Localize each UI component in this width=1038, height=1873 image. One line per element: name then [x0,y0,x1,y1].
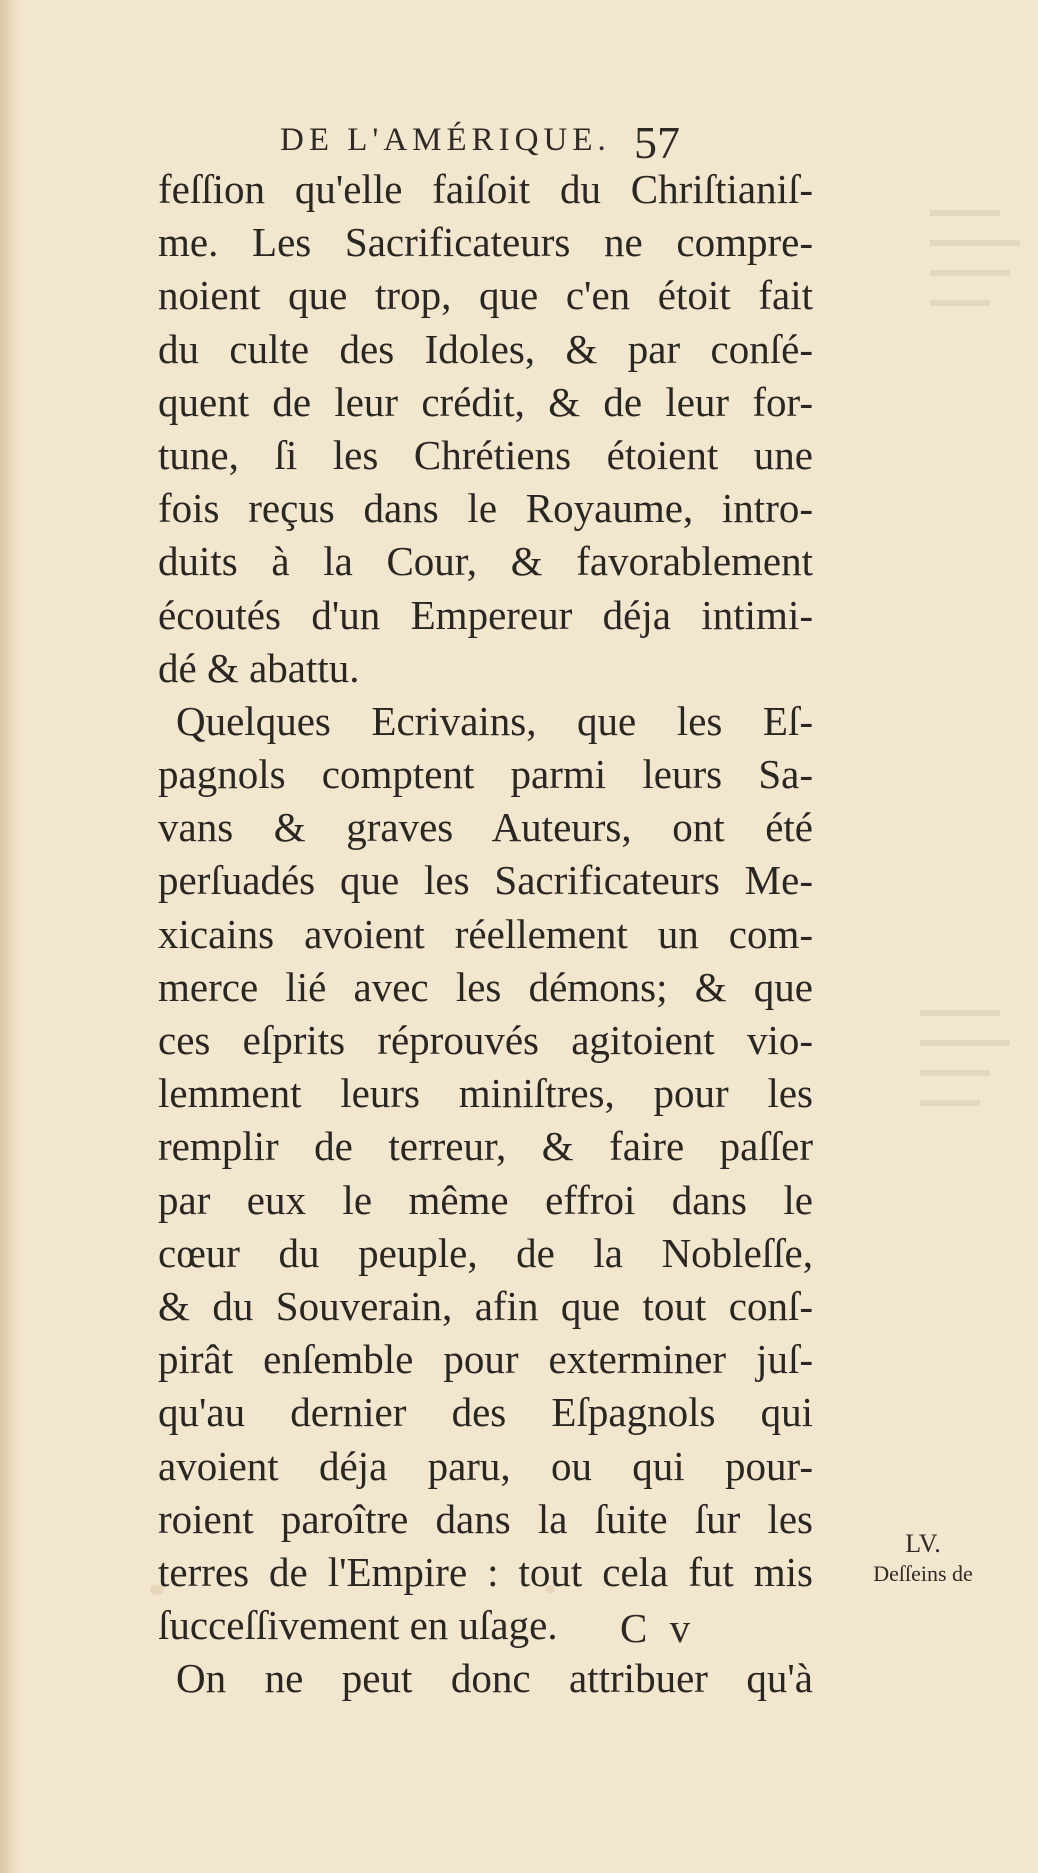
margin-note-text: Deſſeins de [873,1561,973,1586]
text-line: xicains avoient réellement un com- [158,910,813,957]
text-line: perſuadés que les Sacrificateurs Me- [158,857,813,904]
text-line: ces eſprits réprouvés agitoient vio- [158,1017,813,1063]
text-line: avoient déja paru, ou qui pour- [158,1442,813,1489]
text-line: merce lié avec les démons; & que [158,963,813,1010]
text-line: qu'au dernier des Eſpagnols qui [158,1389,813,1436]
text-line: me. Les Sacrificateurs ne compre- [158,219,813,266]
page-number: 57 [634,117,680,168]
text-line: feſſion qu'elle faiſoit du Chriſtianiſ- [158,166,813,212]
page-spine-shadow [0,0,22,1873]
body-text [158,163,813,1705]
text-line: ſucceſſivement en uſage. [158,1602,558,1649]
text-line: du culte des Idoles, & par conſé- [158,325,813,372]
text-line: On ne peut donc attribuer qu'à [176,1655,813,1702]
text-line: par eux le même effroi dans le [158,1176,813,1223]
signature-mark: C v [620,1605,697,1651]
text-line: vans & graves Auteurs, ont été [158,804,813,851]
text-line: roient paroître dans la ſuite ſur les [158,1495,813,1542]
running-head-title: DE L'AMÉRIQUE. [280,122,611,158]
text-line: noient que trop, que c'en étoit fait [158,272,813,319]
text-line: remplir de terreur, & faire paſſer [158,1123,813,1170]
text-line: duits à la Cour, & favorablement [158,538,813,585]
text-line: lemment leurs miniſtres, pour les [158,1070,813,1117]
text-line: cœur du peuple, de la Nobleſſe, [158,1229,813,1276]
text-line: dé & abattu. [158,644,360,691]
margin-note [838,1529,1008,1589]
text-line: quent de leur crédit, & de leur for- [158,378,813,425]
margin-note-number: LV. [905,1529,941,1558]
text-line: Quelques Ecrivains, que les Eſ- [176,697,813,744]
text-line: pagnols comptent parmi leurs Sa- [158,751,813,798]
text-line: tune, ſi les Chrétiens étoient une [158,431,813,478]
text-line: terres de l'Empire : tout cela fut mis [158,1548,813,1595]
text-line: & du Souverain, afin que tout conſ- [158,1282,813,1329]
text-line: pirât enſemble pour exterminer juſ- [158,1336,813,1383]
text-line: fois reçus dans le Royaume, intro- [158,485,813,532]
text-line: écoutés d'un Empereur déja intimi- [158,591,813,638]
